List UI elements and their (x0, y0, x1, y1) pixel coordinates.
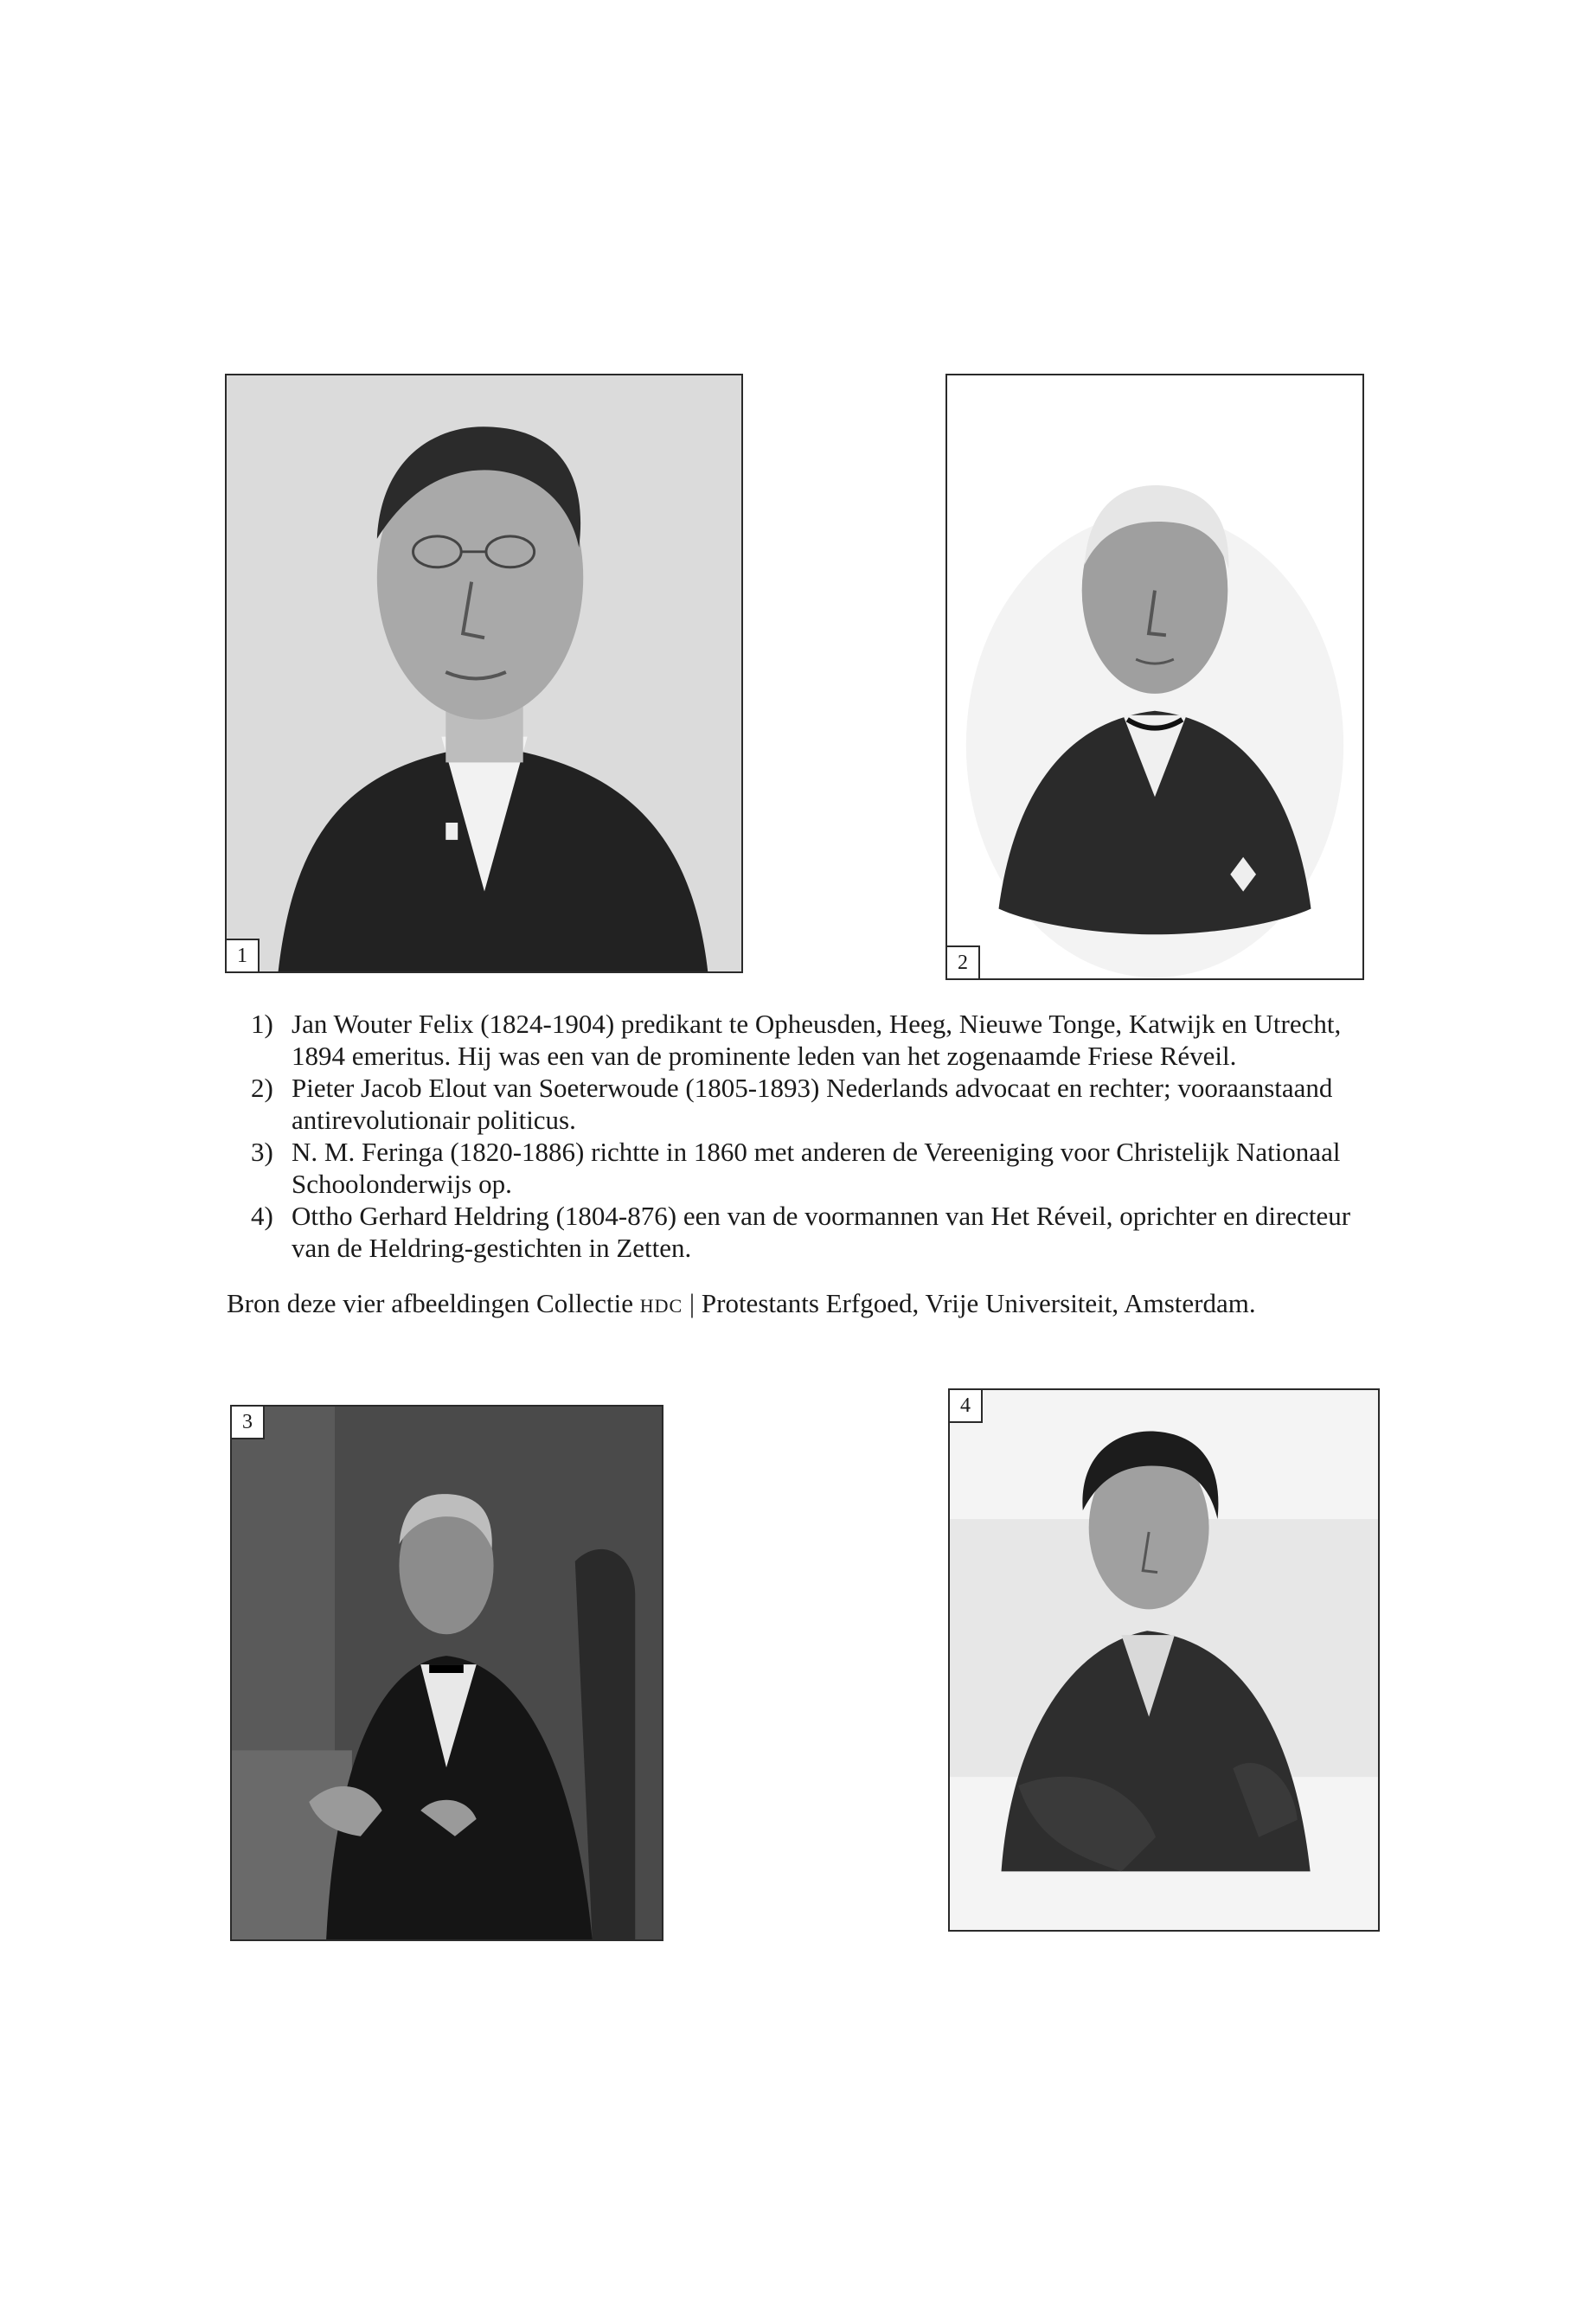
photo-number-3: 3 (230, 1405, 265, 1439)
caption-item (227, 1200, 1386, 1264)
source-collection: hdc (639, 1288, 683, 1318)
portrait-felix-image (227, 375, 741, 971)
portrait-feringa-image (232, 1407, 662, 1939)
caption-marker: 2) (251, 1073, 273, 1103)
caption-text: Pieter Jacob Elout van Soeterwoude (1805-1893) Nederlands advocaat en rechter; vooraanstaand antirevolutionair politicus. (292, 1073, 1333, 1135)
photo-number-1: 1 (225, 939, 260, 973)
source-prefix: Bron deze vier afbeeldingen Collectie (227, 1288, 633, 1318)
portrait-heldring-image (950, 1390, 1378, 1930)
photo-number-4: 4 (948, 1388, 983, 1423)
image-source-credit (227, 1287, 1438, 1319)
caption-marker: 4) (251, 1201, 273, 1231)
caption-list (227, 1008, 1386, 1264)
caption-item (227, 1072, 1386, 1136)
caption-item (227, 1008, 1386, 1072)
portrait-photo-4 (948, 1388, 1380, 1932)
caption-text: Ottho Gerhard Heldring (1804-876) een van de voormannen van Het Réveil, oprichter en directeur van de Heldring-gestichten in Zetten. (292, 1201, 1351, 1263)
photo-number-2: 2 (945, 945, 980, 980)
caption-text: N. M. Feringa (1820-1886) richtte in 1860 met anderen de Vereeniging voor Christelijk Nationaal Schoolonderwijs op. (292, 1137, 1341, 1199)
caption-item (227, 1136, 1386, 1200)
caption-marker: 3) (251, 1137, 273, 1167)
portrait-photo-3 (230, 1405, 663, 1941)
source-suffix: | Protestants Erfgoed, Vrije Universiteit, Amsterdam. (689, 1288, 1256, 1318)
portrait-photo-1 (225, 374, 743, 973)
portrait-photo-2 (945, 374, 1364, 980)
caption-marker: 1) (251, 1009, 273, 1039)
caption-text: Jan Wouter Felix (1824-1904) predikant te Opheusden, Heeg, Nieuwe Tonge, Katwijk en Utrecht, 1894 emeritus. Hij was een van de prominente leden van het zogenaamde Friese Réveil. (292, 1009, 1342, 1071)
portrait-elout-image (947, 375, 1362, 978)
